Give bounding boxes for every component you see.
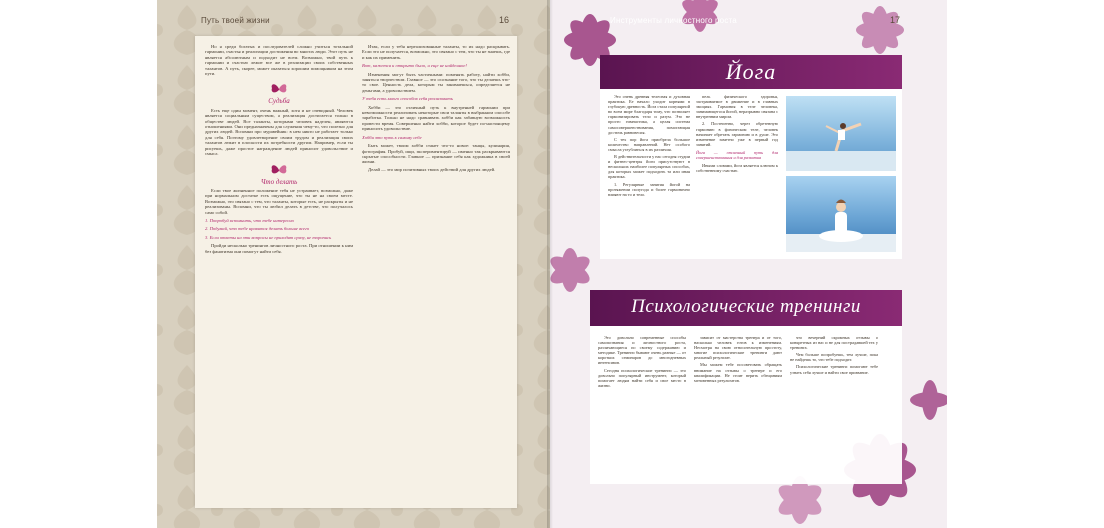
- running-head: Путь твоей жизни: [201, 16, 270, 25]
- pull-quote: 1. Попробуй вспомнить, что тебе интересно: [205, 217, 294, 223]
- paragraph: Итак, если у тебя нереализованные таланты, то их надо раскрывать. Если это не получается, возможно, это связано с тем, что ты не знаешь, где и как их применить.: [362, 44, 510, 60]
- paragraph: В действительности у нас сегодня студии и фитнес-центры йоги присутствуют в нескольких наиболее популярных способах, для которых может подходить та или иная практика.: [608, 154, 690, 180]
- paragraph: что вечерний скромных отзывы о конкретных из нас и не для пострадавшей тех у тренинга.: [790, 335, 878, 351]
- meditation-figure: [786, 176, 896, 252]
- paragraph: Мы можем тебе посоветовать обращать внимание на отзывы о тренере и его квалификации. Не стоит верить обещаниям мгновенных результатов.: [694, 362, 782, 383]
- right-page: [550, 0, 947, 528]
- paragraph: зависит от мастерства тренера и от того, насколько человек готов к изменениям. Несмотря на свою относительную простоту, многие психологические тренинги дают реальный результат.: [694, 335, 782, 361]
- psych-banner: [590, 290, 902, 326]
- paragraph: Это довольно современные способы самопознания и личностного роста, различающиеся по своему содержанию и методике. Тренинги бывают очень разные — от коротких семинаров до многодневных интенсивов.: [598, 335, 686, 366]
- paragraph: Иными словами, йога является ключом к собственному счастью.: [696, 163, 778, 174]
- yoga-column-1: [608, 94, 690, 256]
- pull-quote: У тебя есть много способов себя реализовать: [362, 96, 453, 102]
- paragraph: Делай — это мир позитивных твоих действий для других людей.: [368, 166, 496, 172]
- psych-column-1: [598, 335, 686, 480]
- paragraph: Изменения могут быть частичными: поменять работу, найти хобби, заняться творчеством. Главное — это осознание того, что ты делаешь что-то свое. Ценность дела, которым ты занимаешься, определяется не деньгами, а удовольствием.: [362, 71, 510, 93]
- psych-column-2: [694, 335, 782, 480]
- butterfly-icon: [270, 82, 288, 96]
- paragraph: пель физического здоровья, застраиваемое в движение и в главных эмоциях. Гармония в теле человека, занимающегося йогой, неразрывно связана с внутренним миром.: [696, 94, 778, 120]
- paragraph: Чем больше попробуешь, тем лучше, пока не найдешь то, что тебе подходит.: [790, 352, 878, 363]
- paragraph: Это очень древняя телесная и духовная практика. Ее начало уходит корнями в глубокую древность. Йога стала популярной во всем мире благодаря тому, что позволяет гармонизировать тело и разум. Это не просто гимнастика, а целая система самосовершенствования, помогающая достичь равновесия.: [608, 94, 690, 135]
- page-number: 16: [499, 15, 510, 25]
- section-title-psych: Психологические тренинги: [631, 296, 861, 317]
- yoga-banner: [600, 55, 902, 89]
- paragraph: Быть может, твоим хобби станет что-то новое: танцы, кулинария, фотография. Пробуй, ищи, экспериментируй — именно так раскрываются скрытые способности. Главное — признание себя как художника в своей жизни.: [362, 143, 510, 165]
- paragraph: Психологические тренинги помогают тебе узнать себя лучше и найти свое призвание.: [790, 364, 878, 375]
- pull-quote: 3. Если ответы на эти вопросы не приходят сразу, не торопись: [205, 234, 332, 240]
- spine-shadow: [547, 0, 553, 528]
- left-column-1: [205, 44, 353, 504]
- left-column-2: [362, 44, 510, 504]
- paragraph: Есть еще один момент, очень важный, хотя и не очевидный. Человек является социальным существом, а реализация достигается только в обществе людей. Все таланты, которыми человек наделен, являются отношениями. Они предназначены для служения чему-то, что полезно для других людей. Вспомни про муравейник: в нем никто не работает только для себя. Поэтому удовлетворение своим трудом и реализация своих талантов лежит в плоскости их потребности другим. Например, если ты рисуешь, даже простое награждение людей приносит удовольствие и смысл.: [205, 107, 353, 157]
- psych-column-3: [790, 335, 878, 480]
- pull-quote: Хобби это путь к самому себе: [362, 134, 422, 140]
- magazine-spread: [157, 0, 947, 528]
- yoga-photo-1: [786, 96, 896, 171]
- subheading-fate: Судьба: [268, 97, 290, 106]
- pull-quote: Вот, кажется и открыто было, и еще не найденное!: [362, 63, 467, 69]
- paragraph: Хобби — это отличный путь к внутренней гармонии при невозможности реализовать некоторые свои таланты в выбранном способе заработка. Только не надо сравнивать хобби как забавную возможность провести время. Совершенно найти хобби, которое будет по-настоящему приносить удовольствие.: [362, 104, 510, 132]
- paragraph: 1. Регулярные занятия йогой на протяжении полугода и более гармонично влияют на то и тело.: [608, 181, 690, 197]
- yoga-pose-figure: [786, 96, 896, 171]
- pull-quote: 2. Подумай, что тебе нравится делать больше всего: [205, 226, 310, 232]
- page-number: 17: [890, 15, 901, 25]
- paragraph: Если твое жизненное положение тебя не устраивает, возможно, даже при нормальном достатке есть ощущение, что ты не на своем месте. Возможно, это связано с тем, что таланты, которые есть, не раскрыты и не реализованы. Вспомни, что ты любил делать в детстве, что получалось само собой.: [205, 187, 353, 215]
- butterfly-icon: [270, 163, 288, 177]
- paragraph: С тех пор йога приобрела большое количество направлений. Нет особого смысла углубляться в их различия.: [608, 136, 690, 152]
- section-title-yoga: Йога: [725, 59, 777, 84]
- yoga-photo-2: [786, 176, 896, 252]
- yoga-column-2: [696, 94, 778, 256]
- paragraph: 2. Постепенно, через обретенную гармонию в физическом теле, человек начинает обретать гармонию и в душе. Это изменение заметно уже в первый год занятий.: [696, 121, 778, 147]
- subheading-what-to-do: Что делать: [260, 177, 298, 186]
- running-head: Инструменты личностного роста: [610, 16, 737, 25]
- paragraph: Но я среди богатых и последователей сложно учиться тотальной гармонии, счастья и реализации достижения во многих люди. Этот путь не является абсолютным и подходит не всем. Возможно, твой путь к гармонии и счастью лежит все же в реализации своих собственных талантов. А путь, скорее, может оказаться хорошим помощником на этом пути.: [205, 44, 353, 77]
- paragraph: Пройди несколько тренингов личностного роста. При отношении к ним без фанатизма они помогут найти себя.: [205, 243, 353, 254]
- paragraph: Сегодня психологические тренинги — это довольно популярный инструмент, который помогает людям найти себя и свое место в жизни.: [598, 367, 686, 388]
- pull-quote: Йога — отличный путь для совершенствования и для развития: [696, 149, 778, 161]
- left-page: [157, 0, 550, 528]
